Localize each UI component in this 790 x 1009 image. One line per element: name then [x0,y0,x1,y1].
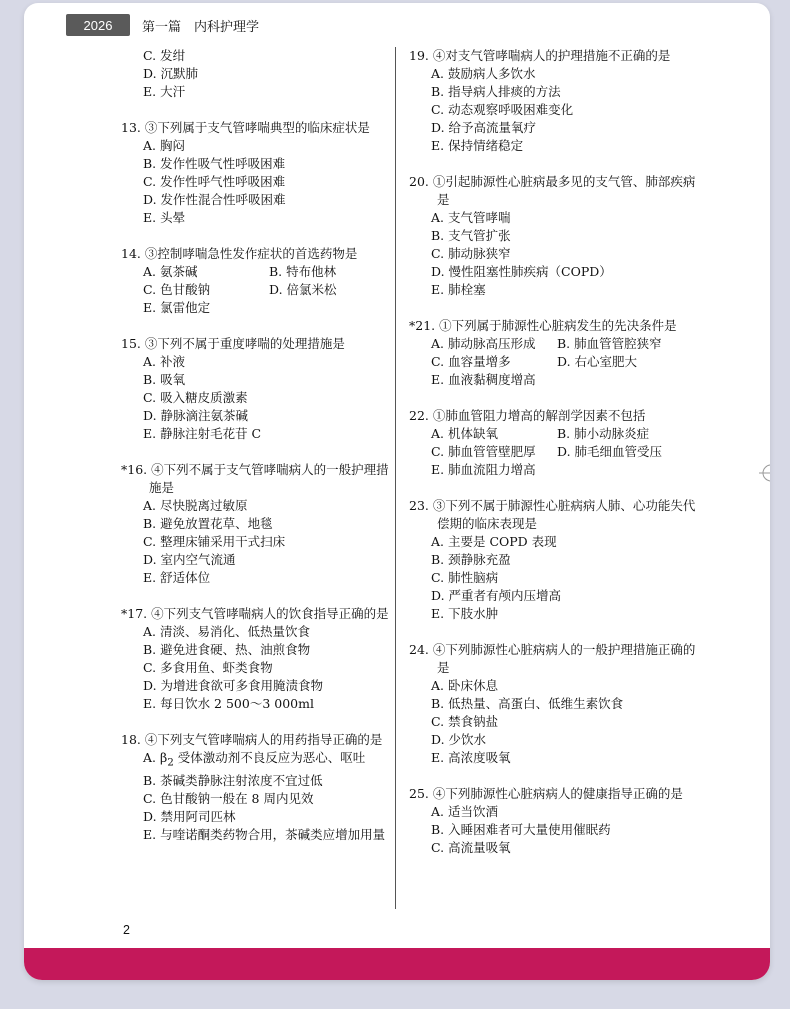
right-column [409,47,699,875]
option: E. 每日饮水 2 500～3 000ml [143,696,314,711]
option: E. 静脉注射毛花苷 C [143,426,262,441]
option: C. 色甘酸钠 [143,282,211,297]
question-stem: *21. ①下列属于肺源性心脏病发生的先决条件是 [409,318,677,333]
option: C. 血容量增多 [431,354,511,369]
question-stem: 14. ③控制哮喘急性发作症状的首选药物是 [121,246,358,261]
year-badge: 2026 [66,14,130,36]
question-stem: 19. ④对支气管哮喘病人的护理措施不正确的是 [409,48,671,63]
book-page [24,3,770,980]
question-22 [409,407,699,479]
option: C. 吸入糖皮质激素 [143,390,248,405]
question-14 [121,245,396,317]
option: A. 氨茶碱 [143,264,198,279]
question-stem: 23. ③下列不属于肺源性心脏病病人肺、心功能失代偿期的临床表现是 [409,498,696,531]
option: D. 右心室肥大 [557,354,638,369]
footer-band [24,948,770,980]
question-17 [121,605,396,713]
option: A. 机体缺氧 [431,426,498,441]
option-row [121,263,396,281]
option: D. 禁用阿司匹林 [143,808,236,824]
registration-mark-icon [759,461,770,485]
question-24 [409,641,699,767]
option: E. 肺栓塞 [431,282,486,297]
option: B. 肺小动脉炎症 [557,426,650,441]
option: B. 茶碱类静脉注射浓度不宜过低 [143,772,323,788]
option: B. 低热量、高蛋白、低维生素饮食 [431,696,624,711]
chapter-title: 第一篇 内科护理学 [142,20,260,35]
option: A. 肺动脉高压形成 [431,336,536,351]
option: C. 禁食钠盐 [431,714,499,729]
option: A. 主要是 COPD 表现 [431,534,557,549]
option: D. 发作性混合性呼吸困难 [143,192,286,207]
option: E. 舒适体位 [143,570,211,585]
question-13 [121,119,396,227]
option: A. 支气管哮喘 [431,210,511,225]
question-stem: 18. ④下列支气管哮喘病人的用药指导正确的是 [121,732,383,747]
question-15 [121,335,396,443]
option-row [121,281,396,299]
option: B. 避免进食硬、热、油煎食物 [143,642,311,657]
option: D. 静脉滴注氨茶碱 [143,408,249,423]
option-a-suffix: 受体激动剂不良反应为恶心、呕吐 [173,750,366,765]
option: C. 色甘酸钠一般在 8 周内见效 [143,790,314,806]
option: D. 室内空气流通 [143,552,236,567]
question-25 [409,785,699,857]
option: C. 肺血管管壁肥厚 [431,444,536,459]
option: B. 特布他林 [269,264,337,279]
question-20 [409,173,699,299]
question-12-continuation [121,47,396,101]
option: B. 支气管扩张 [431,228,511,243]
option: C. 肺动脉狭窄 [431,246,511,261]
option: B. 指导病人排痰的方法 [431,84,561,99]
option-row [409,353,699,371]
question-21 [409,317,699,389]
question-stem: 22. ①肺血管阻力增高的解剖学因素不包括 [409,408,646,423]
question-16 [121,461,396,587]
option: D. 倍氯米松 [269,282,337,297]
question-stem: *17. ④下列支气管哮喘病人的饮食指导正确的是 [121,606,389,621]
option: E. 高浓度吸氧 [431,750,511,765]
question-stem: 25. ④下列肺源性心脏病病人的健康指导正确的是 [409,786,683,801]
question-19 [409,47,699,155]
question-stem: 24. ④下列肺源性心脏病病人的一般护理措施正确的是 [409,642,696,675]
question-stem: 20. ①引起肺源性心脏病最多见的支气管、肺部疾病是 [409,174,696,207]
option: D. 严重者有颅内压增高 [431,588,562,603]
option: B. 吸氧 [143,372,186,387]
subscript: 2 [167,756,174,769]
option: C. 动态观察呼吸困难变化 [431,102,574,117]
option: C. 整理床铺采用干式扫床 [143,534,286,549]
option: A. 清淡、易消化、低热量饮食 [143,624,310,639]
option: B. 颈静脉充盈 [431,552,511,567]
option: D. 慢性阻塞性肺疾病（COPD） [431,264,612,279]
option-row [409,443,699,461]
option: B. 肺血管管腔狭窄 [557,336,662,351]
option: E. 头晕 [143,210,186,225]
question-stem: 13. ③下列属于支气管哮喘典型的临床症状是 [121,120,370,135]
option: B. 发作性吸气性呼吸困难 [143,156,286,171]
option-row [409,425,699,443]
option: B. 避免放置花草、地毯 [143,516,273,531]
question-18 [121,731,396,844]
question-23 [409,497,699,623]
left-column [121,47,396,862]
option: E. 血液黏稠度增高 [431,372,536,387]
option: A. 尽快脱离过敏原 [143,498,248,513]
column-divider [395,47,396,909]
option: E. 氯雷他定 [143,300,211,315]
option: C. 发绀 [143,48,186,63]
option: C. 多食用鱼、虾类食物 [143,660,273,675]
option: A. 补液 [143,354,185,369]
option: A. 胸闷 [143,138,185,153]
option: E. 肺血流阻力增高 [431,462,536,477]
option: B. 入睡困难者可大量使用催眠药 [431,822,611,837]
page-number: 2 [123,923,130,937]
question-stem: 15. ③下列不属于重度哮喘的处理措施是 [121,336,345,351]
option: A. 适当饮酒 [431,804,498,819]
page-header [24,13,770,39]
option: C. 高流量吸氧 [431,840,511,855]
option: C. 肺性脑病 [431,570,499,585]
option-row [409,335,699,353]
option: A. 卧床休息 [431,678,498,693]
option: D. 少饮水 [431,732,487,747]
option: E. 与喹诺酮类药物合用，茶碱类应增加用量 [143,826,386,842]
option: E. 保持情绪稳定 [431,138,524,153]
option: E. 大汗 [143,84,186,99]
option: D. 沉默肺 [143,66,199,81]
option: D. 给予高流量氧疗 [431,120,537,135]
option: D. 为增进食欲可多食用腌渍食物 [143,678,324,693]
question-stem: *16. ④下列不属于支气管哮喘病人的一般护理措施是 [121,462,389,495]
option: D. 肺毛细血管受压 [557,444,663,459]
option: E. 下肢水肿 [431,606,499,621]
option: C. 发作性呼气性呼吸困难 [143,174,286,189]
option-a-prefix: A. β [143,750,168,765]
option: A. 鼓励病人多饮水 [431,66,536,81]
option [121,749,396,772]
